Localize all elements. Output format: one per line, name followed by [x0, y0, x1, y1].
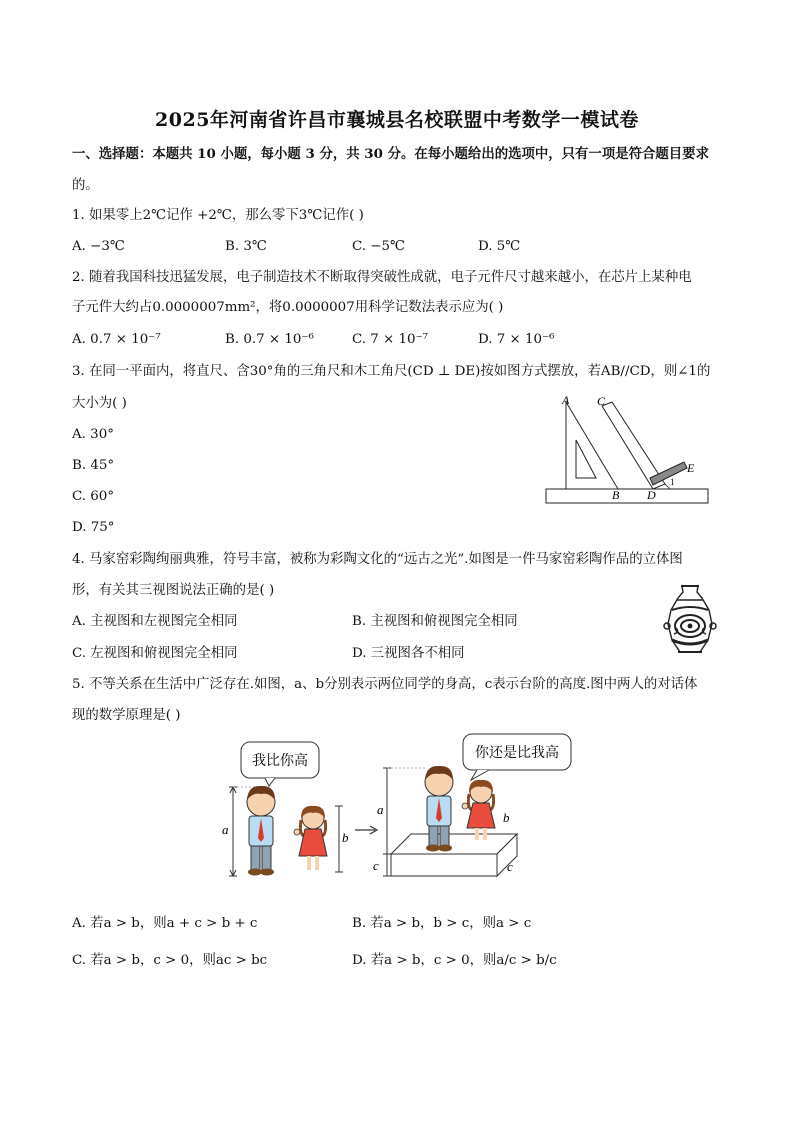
q5-option-a: A. 若a > b，则a + c > b + c [72, 916, 258, 931]
question-2-line2: 子元件大约占0.0000007mm²，将0.0000007用科学记数法表示应为( ) [72, 300, 504, 315]
q3-label-angle1: 1 [670, 477, 675, 487]
q3-label-b: B [612, 488, 620, 502]
question-5-line2: 现的数学原理是( ) [72, 708, 181, 723]
q4-option-c: C. 左视图和俯视图完全相同 [72, 646, 238, 661]
q3-label-d: D [647, 488, 656, 502]
q4-option-b: B. 主视图和俯视图完全相同 [352, 614, 518, 629]
section-heading-cont: 的。 [72, 178, 99, 193]
q5-option-c: C. 若a > b，c > 0，则ac > bc [72, 953, 268, 968]
section-heading: 一、选择题：本题共 10 小题，每小题 3 分，共 30 分。在每小题给出的选项中，只有一项是符合题目要求 [72, 146, 709, 162]
q1-option-c: C. −5℃ [352, 239, 405, 254]
question-3-line1: 3. 在同一平面内，将直尺、含30°角的三角尺和木工角尺(CD ⊥ DE)按如图方式摆放，若AB//CD，则∠1的 [72, 364, 711, 379]
right-label-b: b [503, 810, 510, 825]
q3-option-d: D. 75° [72, 520, 115, 535]
right-label-c: c [373, 858, 379, 873]
q1-option-d: D. 5℃ [478, 239, 521, 254]
question-5-line1: 5. 不等关系在生活中广泛存在.如图，a、b分别表示两位同学的身高，c表示台阶的高度.图中两人的对话体 [72, 677, 698, 692]
q3-label-c: C [597, 394, 606, 408]
right-label-a: a [377, 802, 384, 817]
q5-option-d: D. 若a > b，c > 0，则a/c > b/c [352, 953, 557, 968]
question-3-line2: 大小为( ) [72, 396, 127, 411]
bubble-right-text: 你还是比我高 [475, 746, 559, 761]
left-label-a: a [222, 822, 229, 837]
q3-option-b: B. 45° [72, 458, 115, 473]
left-label-b: b [342, 830, 349, 845]
q3-option-c: C. 60° [72, 489, 115, 504]
question-4-line1: 4. 马家窑彩陶绚丽典雅，符号丰富，被称为彩陶文化的“远古之光”.如图是一件马家窑彩陶作品的立体图 [72, 552, 683, 567]
q2-option-b: B. 0.7 × 10⁻⁶ [225, 332, 314, 347]
bubble-left-text: 我比你高 [252, 754, 308, 769]
q3-geometry-figure [540, 388, 715, 510]
q2-option-d: D. 7 × 10⁻⁶ [478, 332, 555, 347]
question-2-line1: 2. 随着我国科技迅猛发展，电子制造技术不断取得突破性成就，电子元件尺寸越来越小，在芯片上某种电 [72, 270, 692, 285]
q5-illustration [215, 730, 580, 882]
page-title: 2025年河南省许昌市襄城县名校联盟中考数学一模试卷 [155, 109, 639, 131]
q5-option-b: B. 若a > b，b > c，则a > c [352, 916, 532, 931]
q2-option-c: C. 7 × 10⁻⁷ [352, 332, 429, 347]
q4-option-d: D. 三视图各不相同 [352, 646, 465, 661]
q1-option-a: A. −3℃ [72, 239, 125, 254]
q4-option-a: A. 主视图和左视图完全相同 [72, 614, 238, 629]
q4-pottery-image [660, 582, 720, 660]
question-4-line2: 形，有关其三视图说法正确的是( ) [72, 583, 275, 598]
right-label-c2: c [507, 859, 513, 874]
q3-option-a: A. 30° [72, 427, 114, 442]
q1-option-b: B. 3℃ [225, 239, 267, 254]
question-1-stem: 1. 如果零上2℃记作 +2℃，那么零下3℃记作( ) [72, 208, 364, 223]
q3-label-e: E [687, 461, 695, 475]
q2-option-a: A. 0.7 × 10⁻⁷ [72, 332, 161, 347]
q3-label-a: A [562, 393, 570, 407]
